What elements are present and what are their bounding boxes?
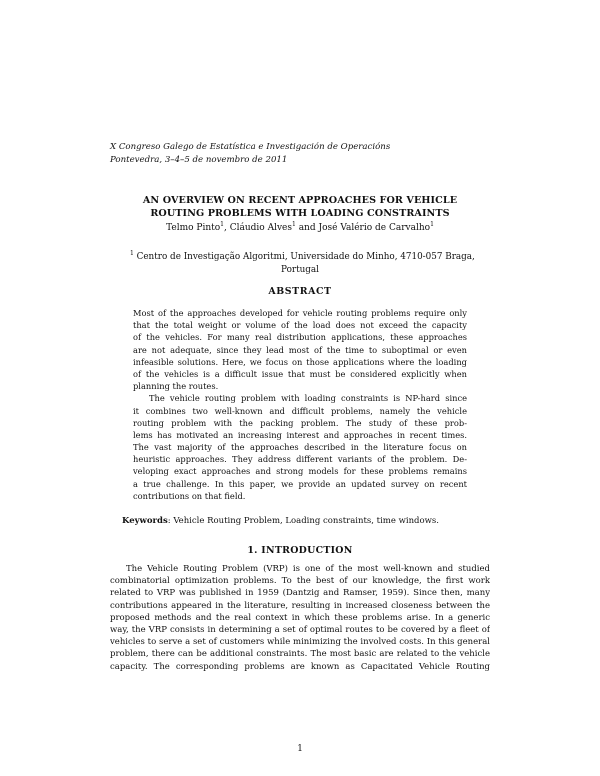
author-affiliation-mark: 1 xyxy=(292,221,296,228)
abstract-line: The vehicle routing problem with loading constraints is NP-hard since xyxy=(149,393,467,404)
body-line: proposed methods and the real context in which these problems arise. In a generic xyxy=(110,612,490,623)
affiliation-line-2: Portugal xyxy=(281,265,319,275)
abstract-line: infeasible solutions. Here, we focus on those applications where the loading xyxy=(133,356,467,367)
author-name: Telmo Pinto xyxy=(166,223,221,233)
conference-header xyxy=(110,141,490,166)
affiliation-line-1: Centro de Investigação Algoritmi, Universidade do Minho, 4710-057 Braga, xyxy=(136,252,475,262)
abstract-line: of the vehicles is a difficult issue that must be considered explicitly when xyxy=(133,368,467,379)
author-affiliation-mark: 1 xyxy=(430,221,434,228)
keywords xyxy=(122,515,478,527)
body-line: related to VRP was published in 1959 (Dantzig and Ramser, 1959). Since then, many xyxy=(110,588,490,599)
abstract-line: of the vehicles. For many real distribution applications, these approaches xyxy=(133,332,467,343)
abstract-line: veloping exact approaches and strong models for these problems remains xyxy=(133,466,467,477)
abstract-line: it combines two well-known and difficult problems, namely the vehicle xyxy=(133,405,467,416)
abstract-line: planning the routes. xyxy=(133,381,219,392)
abstract-line: that the total weight or volume of the load does not exceed the capacity xyxy=(133,320,467,331)
author-name: José Valério de Carvalho xyxy=(318,223,431,233)
page-number: 1 xyxy=(297,744,303,754)
body-line: capacity. The corresponding problems are known as Capacitated Vehicle Routing xyxy=(110,661,490,672)
abstract-line: heuristic approaches. They address different variants of the problem. De- xyxy=(133,454,467,465)
body-line: combinatorial optimization problems. To the best of our knowledge, the first work xyxy=(110,576,490,587)
conference-place-date: Pontevedra, 3–4–5 de novembro de 2011 xyxy=(110,154,288,165)
body-line: vehicles to serve a set of customers while minimizing the involved costs. In this general xyxy=(110,637,490,648)
paper-title xyxy=(110,195,490,220)
conference-name: X Congreso Galego de Estatística e Investigación de Operacións xyxy=(110,142,391,152)
author-name: Cláudio Alves xyxy=(229,223,292,233)
body-line: way, the VRP consists in determining a set of optimal routes to be covered by a fleet of xyxy=(110,624,490,635)
body-line: contributions appeared in the literature, resulting in increased closeness between the xyxy=(110,600,490,611)
abstract-line: The vast majority of the approaches described in the literature focus on xyxy=(133,442,467,453)
body-line: The Vehicle Routing Problem (VRP) is one of the most well-known and studied xyxy=(126,564,490,574)
title-line-2: ROUTING PROBLEMS WITH LOADING CONSTRAINTS xyxy=(150,207,450,219)
body-line: problem, there can be additional constraints. The most basic are related to the vehicle xyxy=(110,649,490,660)
keywords-text: : Vehicle Routing Problem, Loading constraints, time windows. xyxy=(167,516,439,526)
introduction-body xyxy=(110,563,490,673)
keywords-label: Keywords xyxy=(122,516,168,526)
affiliation-mark: 1 xyxy=(130,250,134,257)
title-line-1: AN OVERVIEW ON RECENT APPROACHES FOR VEHICLE xyxy=(142,195,458,206)
abstract-line: a true challenge. In this paper, we provide an updated survey on recent xyxy=(133,478,467,489)
section-heading-introduction: 1. INTRODUCTION xyxy=(247,545,353,556)
abstract-line: routing problem with the packing problem. The study of these prob- xyxy=(133,417,467,428)
abstract-body xyxy=(133,307,467,502)
abstract-line: Most of the approaches developed for vehicle routing problems require only xyxy=(133,308,467,318)
abstract-line: are not adequate, since they lead most of the time to suboptimal or even xyxy=(133,344,467,355)
affiliation xyxy=(130,250,475,277)
abstract-line: lems has motivated an increasing interest and approaches in recent times. xyxy=(133,429,467,440)
abstract-heading: ABSTRACT xyxy=(268,286,332,297)
author-list: Telmo Pinto$^1$, Cláudio Alves$^1$ and José Valério de Carvalho$^1$ xyxy=(166,221,434,233)
author-affiliation-mark: 1 xyxy=(220,221,224,228)
abstract-line: contributions on that field. xyxy=(133,490,246,501)
